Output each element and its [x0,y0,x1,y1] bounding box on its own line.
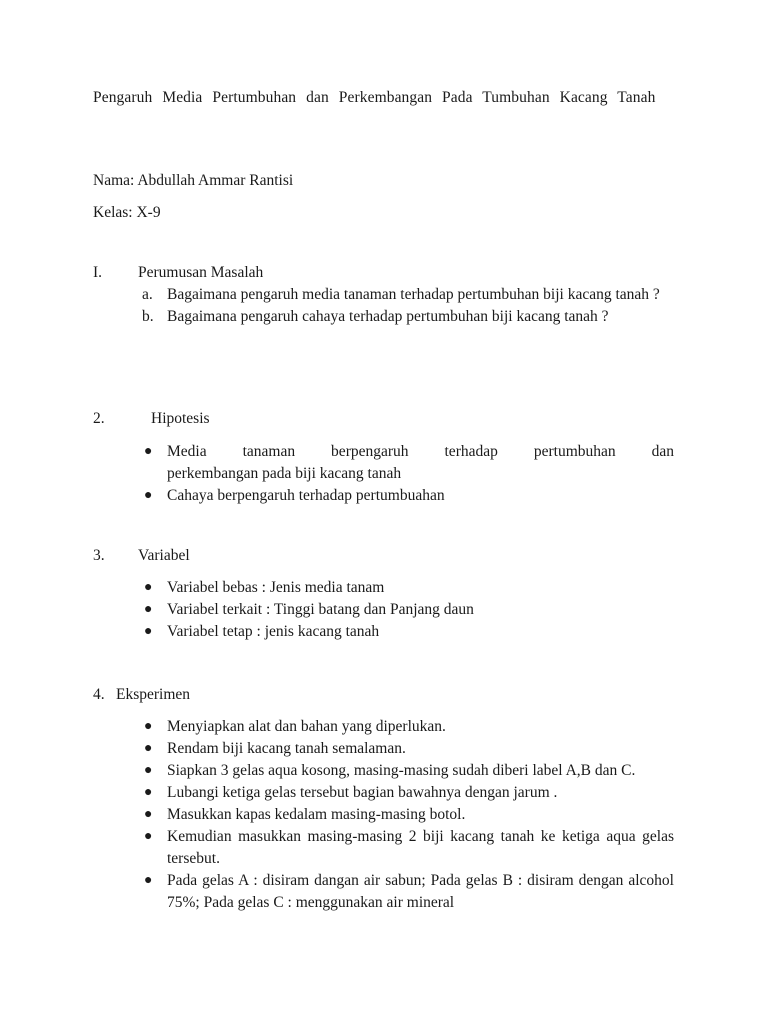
bullet-icon: ● [144,444,153,459]
list-item-text: Masukkan kapas kedalam masing-masing botol. [167,806,466,823]
list-item [144,760,674,782]
section-3-number: 3. [93,547,105,564]
list-item [144,716,674,738]
list-item [144,826,674,870]
section-1-heading: Perumusan Masalah [138,264,264,281]
section-4-number: 4. [93,686,105,703]
list-item-text-line: perkembangan pada biji kacang tanah [167,465,402,482]
bullet-icon: ● [144,488,153,503]
list-item-text: Pada gelas A : disiram dangan air sabun; Pada gelas B : disiram dengan alcohol 75%; Pada gelas C : menggunakan air mineral [167,872,674,911]
list-marker: a. [142,286,153,303]
bullet-icon: ● [144,873,153,888]
list-item-text: Lubangi ketiga gelas tersebut bagian bawahnya dengan jarum . [167,784,558,801]
section-4-heading: Eksperimen [116,686,191,703]
list-item [142,306,674,328]
bullet-icon: ● [144,741,153,756]
student-name: Nama: Abdullah Ammar Rantisi [93,172,294,189]
bullet-icon: ● [144,719,153,734]
list-item [144,804,674,826]
list-item [144,577,674,599]
list-item-text: Menyiapkan alat dan bahan yang diperlukan. [167,718,446,735]
section-2-heading: Hipotesis [151,410,210,427]
document-title: Pengaruh Media Pertumbuhan dan Perkembangan Pada Tumbuhan Kacang Tanah [93,89,656,106]
student-class: Kelas: X-9 [93,204,161,221]
bullet-icon: ● [144,602,153,617]
section-2-number: 2. [93,410,105,427]
section-1-number: I. [93,264,103,281]
list-item-text: Bagaimana pengaruh cahaya terhadap pertumbuhan biji kacang tanah ? [167,308,609,325]
list-item [144,782,674,804]
list-item [144,621,674,643]
list-item-text: Siapkan 3 gelas aqua kosong, masing-masing sudah diberi label A,B dan C. [167,762,636,779]
section-3-list [144,577,674,643]
list-item [144,441,674,485]
list-item-text: Bagaimana pengaruh media tanaman terhadap pertumbuhan biji kacang tanah ? [167,286,660,303]
bullet-icon: ● [144,763,153,778]
list-item-text: Variabel bebas : Jenis media tanam [167,579,385,596]
bullet-icon: ● [144,580,153,595]
bullet-icon: ● [144,785,153,800]
section-4-list [144,716,674,914]
list-item [144,599,674,621]
section-2-list [144,441,674,507]
list-item-text: Cahaya berpengaruh terhadap pertumbuahan [167,487,445,504]
list-marker: b. [142,308,154,325]
list-item-text: Variabel tetap : jenis kacang tanah [167,623,380,640]
list-item-text-line: Media tanaman berpengaruh terhadap pertumbuhan dan [167,443,674,460]
bullet-icon: ● [144,624,153,639]
list-item [142,284,674,306]
list-item-text: Kemudian masukkan masing-masing 2 biji kacang tanah ke ketiga aqua gelas tersebut. [167,828,674,867]
list-item [144,485,674,507]
bullet-icon: ● [144,829,153,844]
list-item-text: Variabel terkait : Tinggi batang dan Panjang daun [167,601,474,618]
section-1-list [142,284,674,328]
list-item [144,738,674,760]
bullet-icon: ● [144,807,153,822]
list-item-text: Rendam biji kacang tanah semalaman. [167,740,406,757]
list-item [144,870,674,914]
section-3-heading: Variabel [138,547,190,564]
